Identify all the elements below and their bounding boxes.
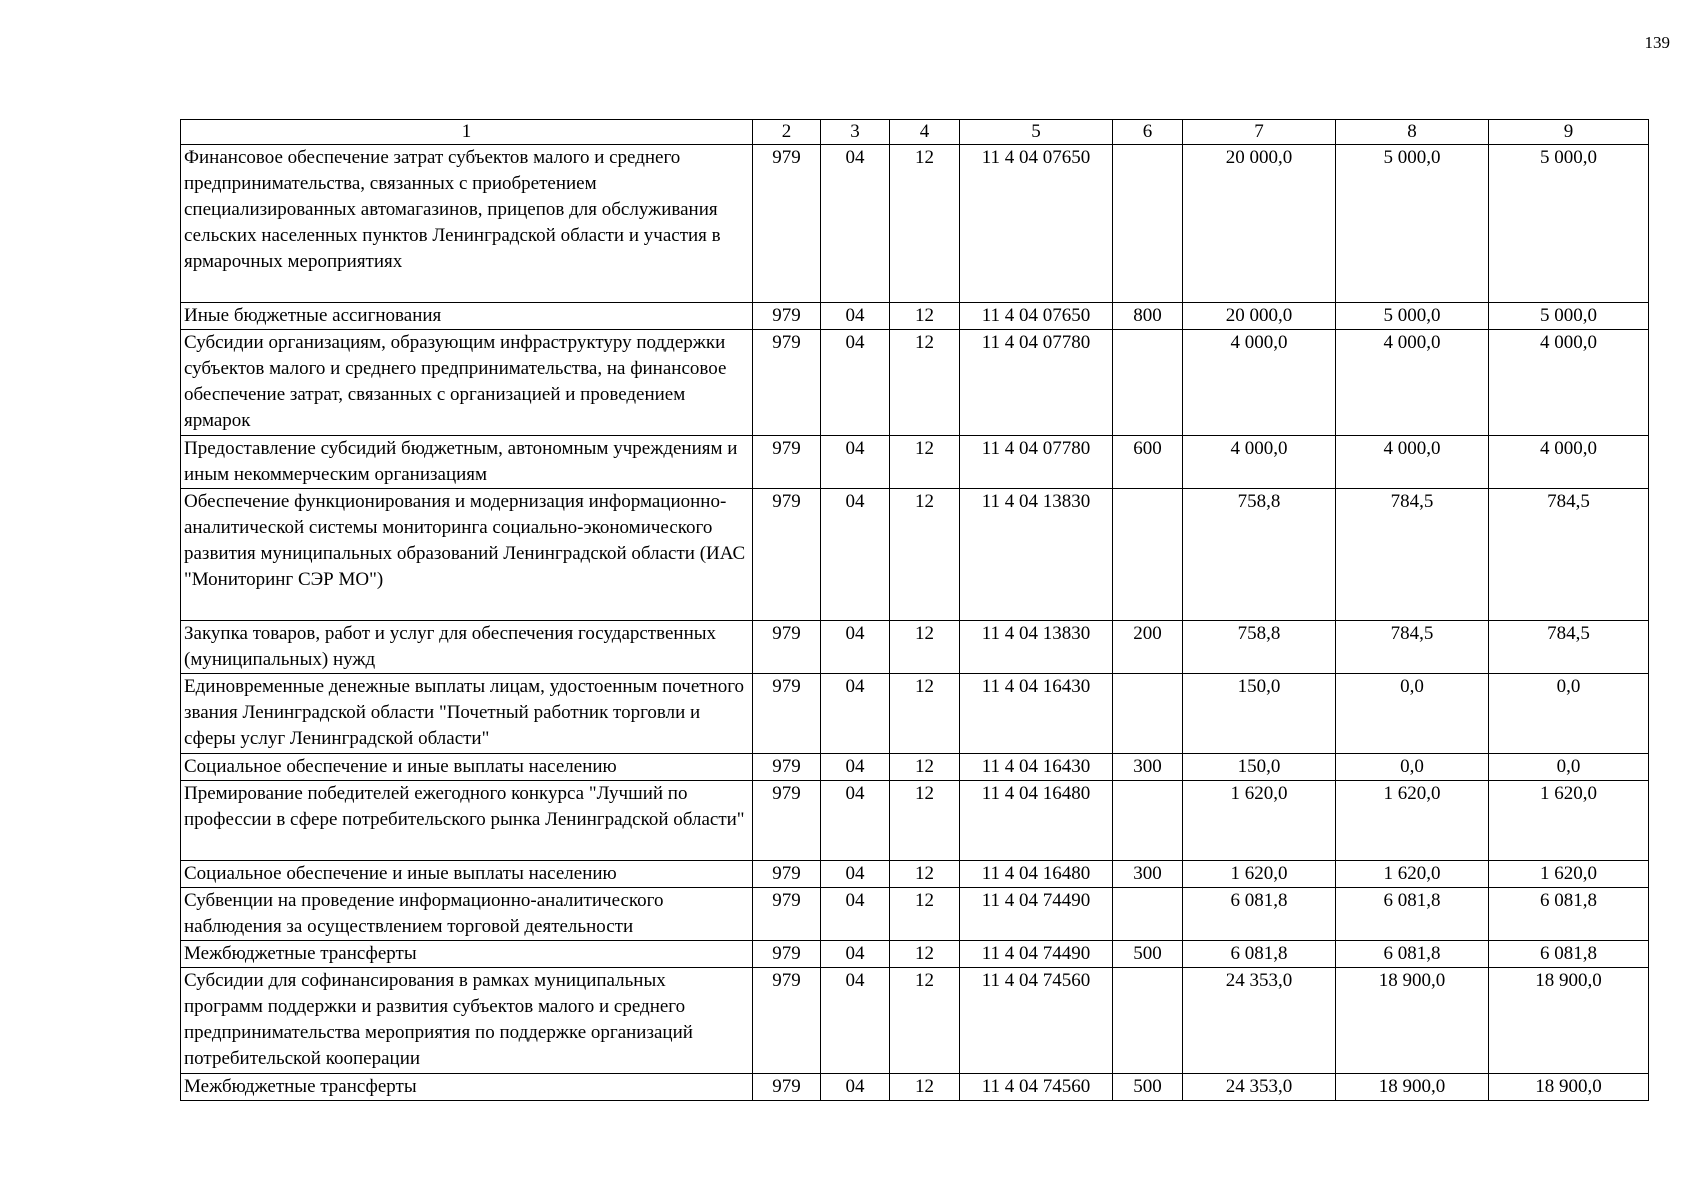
section-cell: 04: [821, 674, 890, 754]
row-name-cell: Субсидии организациям, образующим инфраструктуру поддержки субъектов малого и среднего предпринимательства, на финансовое обеспечение затрат, связанных с организацией и проведением ярмарок: [181, 330, 753, 436]
subsection-cell: 12: [890, 754, 960, 781]
section-cell: 04: [821, 781, 890, 861]
section-cell: 04: [821, 303, 890, 330]
amount-year1-cell: 6 081,8: [1183, 941, 1336, 968]
target-article-cell: 11 4 04 16430: [960, 754, 1113, 781]
code-cell: 979: [753, 145, 821, 303]
table-row: [181, 145, 1649, 303]
row-name-cell: Межбюджетные трансферты: [181, 941, 753, 968]
target-article-cell: 11 4 04 13830: [960, 621, 1113, 674]
table-row: [181, 754, 1649, 781]
budget-table: [180, 119, 1649, 1101]
page-number: 139: [1644, 33, 1670, 52]
section-cell: 04: [821, 145, 890, 303]
expense-type-cell: [1113, 781, 1183, 861]
amount-year2-cell: 1 620,0: [1336, 781, 1489, 861]
amount-year1-cell: 4 000,0: [1183, 330, 1336, 436]
expense-type-cell: 200: [1113, 621, 1183, 674]
section-cell: 04: [821, 1074, 890, 1101]
amount-year2-cell: 5 000,0: [1336, 145, 1489, 303]
row-name-cell: Закупка товаров, работ и услуг для обеспечения государственных (муниципальных) нужд: [181, 621, 753, 674]
amount-year2-cell: 18 900,0: [1336, 1074, 1489, 1101]
target-article-cell: 11 4 04 74560: [960, 968, 1113, 1074]
amount-year2-cell: 5 000,0: [1336, 303, 1489, 330]
column-header: 6: [1113, 120, 1183, 145]
amount-year1-cell: 20 000,0: [1183, 145, 1336, 303]
amount-year2-cell: 1 620,0: [1336, 861, 1489, 888]
expense-type-cell: 300: [1113, 754, 1183, 781]
code-cell: 979: [753, 674, 821, 754]
target-article-cell: 11 4 04 13830: [960, 489, 1113, 621]
amount-year1-cell: 1 620,0: [1183, 781, 1336, 861]
amount-year2-cell: 18 900,0: [1336, 968, 1489, 1074]
amount-year3-cell: 1 620,0: [1489, 781, 1649, 861]
amount-year1-cell: 758,8: [1183, 489, 1336, 621]
section-cell: 04: [821, 941, 890, 968]
table-row: [181, 1074, 1649, 1101]
row-name-cell: Иные бюджетные ассигнования: [181, 303, 753, 330]
table-row: [181, 781, 1649, 861]
code-cell: 979: [753, 888, 821, 941]
expense-type-cell: 300: [1113, 861, 1183, 888]
subsection-cell: 12: [890, 781, 960, 861]
amount-year3-cell: 5 000,0: [1489, 303, 1649, 330]
amount-year3-cell: 18 900,0: [1489, 968, 1649, 1074]
amount-year1-cell: 6 081,8: [1183, 888, 1336, 941]
code-cell: 979: [753, 861, 821, 888]
expense-type-cell: 800: [1113, 303, 1183, 330]
amount-year3-cell: 784,5: [1489, 621, 1649, 674]
subsection-cell: 12: [890, 436, 960, 489]
expense-type-cell: [1113, 489, 1183, 621]
section-cell: 04: [821, 968, 890, 1074]
column-header: 5: [960, 120, 1113, 145]
target-article-cell: 11 4 04 16480: [960, 781, 1113, 861]
amount-year2-cell: 6 081,8: [1336, 941, 1489, 968]
column-header: 2: [753, 120, 821, 145]
row-name-cell: Межбюджетные трансферты: [181, 1074, 753, 1101]
subsection-cell: 12: [890, 968, 960, 1074]
table-row: [181, 621, 1649, 674]
column-header: 4: [890, 120, 960, 145]
target-article-cell: 11 4 04 74490: [960, 888, 1113, 941]
amount-year1-cell: 24 353,0: [1183, 1074, 1336, 1101]
column-header: 1: [181, 120, 753, 145]
amount-year2-cell: 0,0: [1336, 754, 1489, 781]
row-name-cell: Социальное обеспечение и иные выплаты населению: [181, 754, 753, 781]
amount-year1-cell: 20 000,0: [1183, 303, 1336, 330]
column-header: 8: [1336, 120, 1489, 145]
table-row: [181, 674, 1649, 754]
amount-year1-cell: 150,0: [1183, 674, 1336, 754]
subsection-cell: 12: [890, 621, 960, 674]
expense-type-cell: 500: [1113, 1074, 1183, 1101]
section-cell: 04: [821, 330, 890, 436]
amount-year2-cell: 784,5: [1336, 621, 1489, 674]
subsection-cell: 12: [890, 888, 960, 941]
target-article-cell: 11 4 04 07650: [960, 303, 1113, 330]
row-name-cell: Субвенции на проведение информационно-аналитического наблюдения за осуществлением торговой деятельности: [181, 888, 753, 941]
row-name-cell: Предоставление субсидий бюджетным, автономным учреждениям и иным некоммерческим организациям: [181, 436, 753, 489]
target-article-cell: 11 4 04 07780: [960, 330, 1113, 436]
header-row: [181, 120, 1649, 145]
subsection-cell: 12: [890, 489, 960, 621]
expense-type-cell: [1113, 330, 1183, 436]
row-name-cell: Единовременные денежные выплаты лицам, удостоенным почетного звания Ленинградской области "Почетный работник торговли и сферы услуг Ленинградской области": [181, 674, 753, 754]
expense-type-cell: 500: [1113, 941, 1183, 968]
amount-year2-cell: 0,0: [1336, 674, 1489, 754]
amount-year1-cell: 4 000,0: [1183, 436, 1336, 489]
expense-type-cell: [1113, 674, 1183, 754]
code-cell: 979: [753, 303, 821, 330]
amount-year3-cell: 0,0: [1489, 754, 1649, 781]
target-article-cell: 11 4 04 07780: [960, 436, 1113, 489]
target-article-cell: 11 4 04 74560: [960, 1074, 1113, 1101]
target-article-cell: 11 4 04 16430: [960, 674, 1113, 754]
amount-year1-cell: 1 620,0: [1183, 861, 1336, 888]
amount-year1-cell: 150,0: [1183, 754, 1336, 781]
row-name-cell: Социальное обеспечение и иные выплаты населению: [181, 861, 753, 888]
subsection-cell: 12: [890, 674, 960, 754]
code-cell: 979: [753, 968, 821, 1074]
table-row: [181, 436, 1649, 489]
target-article-cell: 11 4 04 07650: [960, 145, 1113, 303]
code-cell: 979: [753, 754, 821, 781]
amount-year3-cell: 5 000,0: [1489, 145, 1649, 303]
amount-year2-cell: 784,5: [1336, 489, 1489, 621]
code-cell: 979: [753, 1074, 821, 1101]
expense-type-cell: [1113, 145, 1183, 303]
expense-type-cell: [1113, 968, 1183, 1074]
section-cell: 04: [821, 888, 890, 941]
amount-year2-cell: 4 000,0: [1336, 436, 1489, 489]
table-row: [181, 330, 1649, 436]
amount-year1-cell: 24 353,0: [1183, 968, 1336, 1074]
target-article-cell: 11 4 04 74490: [960, 941, 1113, 968]
section-cell: 04: [821, 436, 890, 489]
section-cell: 04: [821, 489, 890, 621]
table-row: [181, 303, 1649, 330]
row-name-cell: Премирование победителей ежегодного конкурса "Лучший по профессии в сфере потребительского рынка Ленинградской области": [181, 781, 753, 861]
row-name-cell: Субсидии для софинансирования в рамках муниципальных программ поддержки и развития субъектов малого и среднего предпринимательства мероприятия по поддержке организаций потребительской кооперации: [181, 968, 753, 1074]
table-row: [181, 888, 1649, 941]
amount-year3-cell: 4 000,0: [1489, 436, 1649, 489]
table-row: [181, 968, 1649, 1074]
subsection-cell: 12: [890, 861, 960, 888]
section-cell: 04: [821, 754, 890, 781]
amount-year3-cell: 784,5: [1489, 489, 1649, 621]
subsection-cell: 12: [890, 145, 960, 303]
subsection-cell: 12: [890, 1074, 960, 1101]
code-cell: 979: [753, 621, 821, 674]
subsection-cell: 12: [890, 303, 960, 330]
amount-year1-cell: 758,8: [1183, 621, 1336, 674]
column-header: 7: [1183, 120, 1336, 145]
section-cell: 04: [821, 621, 890, 674]
amount-year2-cell: 4 000,0: [1336, 330, 1489, 436]
column-header: 9: [1489, 120, 1649, 145]
code-cell: 979: [753, 330, 821, 436]
subsection-cell: 12: [890, 330, 960, 436]
table-row: [181, 489, 1649, 621]
expense-type-cell: 600: [1113, 436, 1183, 489]
code-cell: 979: [753, 436, 821, 489]
column-header: 3: [821, 120, 890, 145]
row-name-cell: Обеспечение функционирования и модернизация информационно-аналитической системы мониторинга социально-экономического развития муниципальных образований Ленинградской области (ИАС "Мониторинг СЭР МО"): [181, 489, 753, 621]
amount-year3-cell: 0,0: [1489, 674, 1649, 754]
amount-year2-cell: 6 081,8: [1336, 888, 1489, 941]
amount-year3-cell: 4 000,0: [1489, 330, 1649, 436]
amount-year3-cell: 6 081,8: [1489, 888, 1649, 941]
row-name-cell: Финансовое обеспечение затрат субъектов малого и среднего предпринимательства, связанных с приобретением специализированных автомагазинов, прицепов для обслуживания сельских населенных пунктов Ленинградской области и участия в ярмарочных мероприятиях: [181, 145, 753, 303]
code-cell: 979: [753, 941, 821, 968]
section-cell: 04: [821, 861, 890, 888]
target-article-cell: 11 4 04 16480: [960, 861, 1113, 888]
code-cell: 979: [753, 489, 821, 621]
subsection-cell: 12: [890, 941, 960, 968]
expense-type-cell: [1113, 888, 1183, 941]
amount-year3-cell: 1 620,0: [1489, 861, 1649, 888]
table-row: [181, 861, 1649, 888]
code-cell: 979: [753, 781, 821, 861]
amount-year3-cell: 6 081,8: [1489, 941, 1649, 968]
table-row: [181, 941, 1649, 968]
amount-year3-cell: 18 900,0: [1489, 1074, 1649, 1101]
